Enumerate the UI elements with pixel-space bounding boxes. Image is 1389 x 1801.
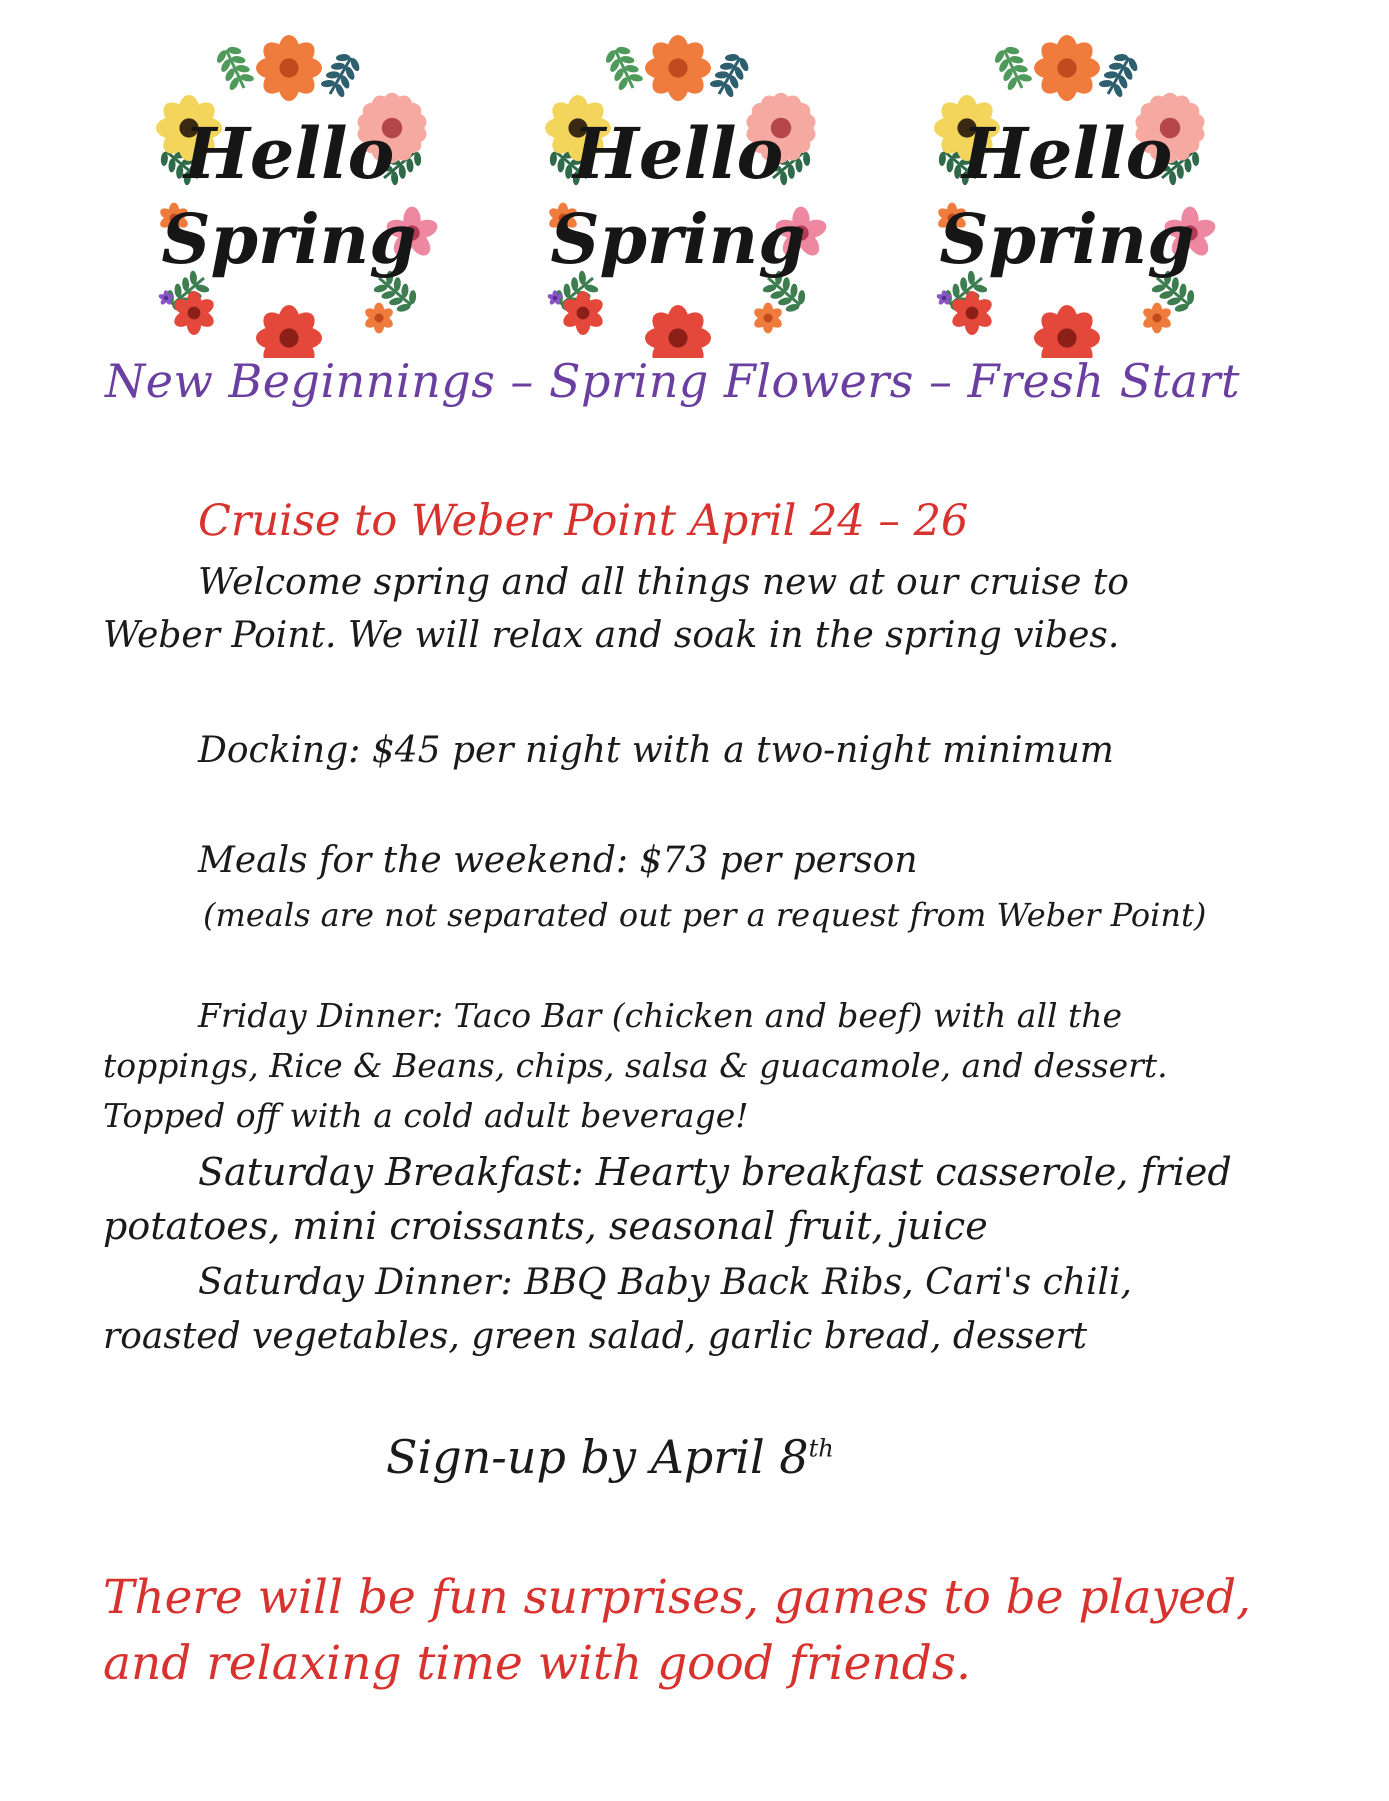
leaf-sprig-icon	[212, 41, 258, 94]
friday-dinner-line: Friday Dinner: Taco Bar (chicken and beef) with all the	[198, 996, 1123, 1035]
leaf-sprig-icon	[990, 41, 1036, 94]
saturday-dinner-line: roasted vegetables, green salad, garlic bread, dessert	[103, 1316, 1088, 1357]
signup-suffix: th	[808, 1434, 834, 1463]
leaf-sprig-icon	[1095, 48, 1143, 102]
red-flower-icon	[560, 291, 605, 335]
saturday-breakfast-line: potatoes, mini croissants, seasonal fruit, juice	[103, 1204, 988, 1248]
logo-row	[0, 28, 1389, 358]
orange-flower-icon	[1034, 35, 1100, 101]
red-flower-icon	[645, 305, 711, 358]
event-title: Cruise to Weber Point April 24 – 26	[198, 496, 969, 546]
intro-text-line: Welcome spring and all things new at our cruise to	[198, 562, 1129, 603]
logo-hello-text: Hello	[572, 112, 784, 195]
red-flower-icon	[171, 291, 216, 335]
hello-spring-logo	[134, 28, 444, 358]
logo-spring-text: Spring	[161, 200, 417, 280]
small-orange-flower-icon	[1141, 303, 1173, 334]
leaf-sprig-icon	[601, 41, 647, 94]
logo-spring-text: Spring	[939, 200, 1195, 280]
tagline: New Beginnings – Spring Flowers – Fresh Start	[105, 354, 1241, 408]
friday-dinner-line: toppings, Rice & Beans, chips, salsa & guacamole, and dessert.	[103, 1046, 1168, 1085]
signup-text: Sign-up by April 8	[386, 1430, 809, 1484]
orange-flower-icon	[645, 35, 711, 101]
red-flower-icon	[256, 305, 322, 358]
leaf-sprig-icon	[706, 48, 754, 102]
logo-spring-text: Spring	[550, 200, 806, 280]
meals-note: (meals are not separated out per a request from Weber Point)	[203, 896, 1207, 934]
leaf-sprig-icon	[317, 48, 365, 102]
hello-spring-logo	[523, 28, 833, 358]
small-orange-flower-icon	[363, 303, 395, 334]
small-orange-flower-icon	[752, 303, 784, 334]
saturday-dinner-line: Saturday Dinner: BBQ Baby Back Ribs, Cari's chili,	[198, 1262, 1132, 1303]
docking-price: Docking: $45 per night with a two-night minimum	[198, 730, 1114, 771]
signup-deadline	[386, 1430, 834, 1484]
closing-line: There will be fun surprises, games to be played,	[103, 1570, 1252, 1625]
logo-hello-text: Hello	[183, 112, 395, 195]
intro-text-line: Weber Point. We will relax and soak in the spring vibes.	[103, 615, 1120, 656]
friday-dinner-line: Topped off with a cold adult beverage!	[103, 1096, 749, 1135]
hello-spring-logo	[912, 28, 1222, 358]
orange-flower-icon	[256, 35, 322, 101]
meals-price: Meals for the weekend: $73 per person	[198, 840, 918, 881]
logo-hello-text: Hello	[961, 112, 1173, 195]
red-flower-icon	[1034, 305, 1100, 358]
saturday-breakfast-line: Saturday Breakfast: Hearty breakfast casserole, fried	[198, 1150, 1232, 1194]
red-flower-icon	[949, 291, 994, 335]
closing-line: and relaxing time with good friends.	[103, 1636, 971, 1691]
